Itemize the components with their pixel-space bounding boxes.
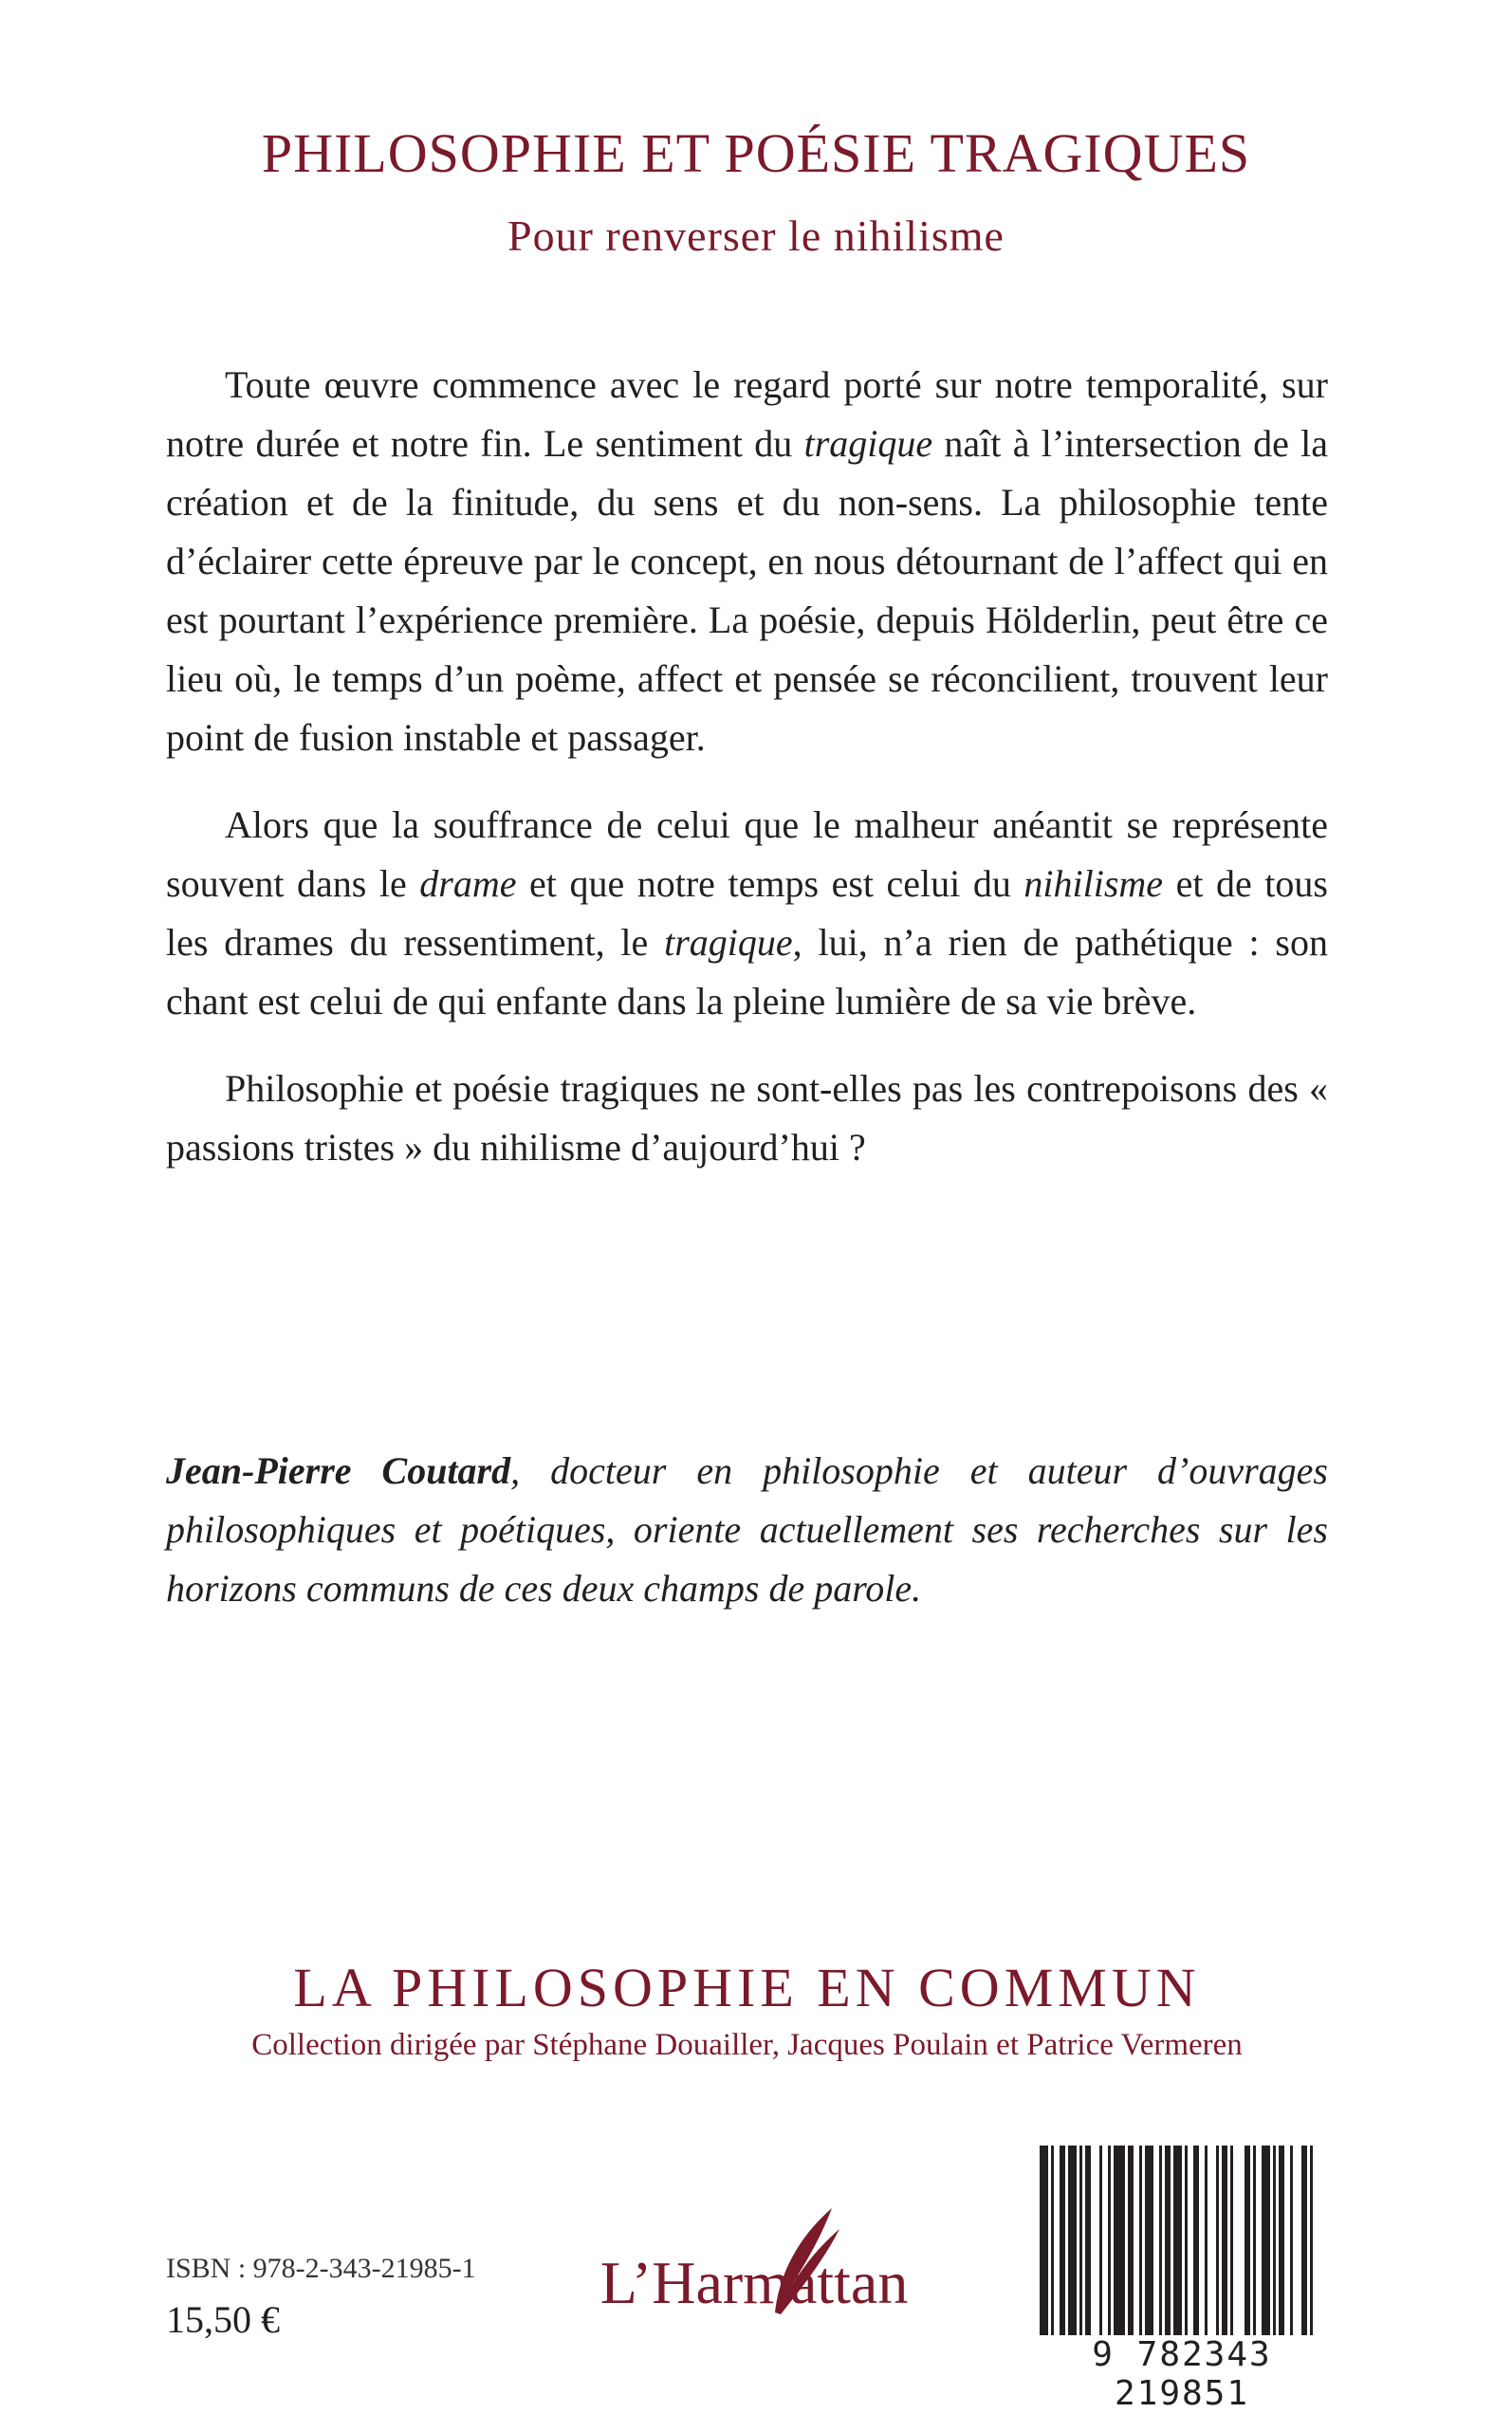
barcode-bar (1185, 2146, 1188, 2335)
barcode-bar (1205, 2146, 1208, 2335)
barcode-bar (1085, 2146, 1091, 2335)
price: 15,50 € (166, 2298, 280, 2341)
barcode-bar (1139, 2146, 1142, 2335)
barcode-bar (1273, 2146, 1276, 2335)
barcode-bar (1165, 2146, 1171, 2335)
barcode-bar (1310, 2146, 1313, 2335)
author-bio: Jean-Pierre Coutard, docteur en philosophie et auteur d’ouvrages philosophiques et poétiques, oriente actuellement ses recherches sur les horizons communs de ces deux champs de parole. (166, 1449, 1328, 1610)
barcode-bar (1108, 2146, 1111, 2335)
barcode-bar (1301, 2146, 1307, 2335)
collection-directors: Collection dirigée par Stéphane Douailler, Jacques Poulain et Patrice Vermeren (251, 2028, 1243, 2062)
barcode-bar (1216, 2146, 1219, 2335)
barcode-bar (1060, 2146, 1065, 2335)
barcode-bar (1245, 2146, 1250, 2335)
barcode-bar (1040, 2146, 1048, 2335)
barcode-bar (1262, 2146, 1270, 2335)
publisher-name: L’Harmattan (599, 2249, 909, 2316)
book-subtitle: Pour renverser le nihilisme (507, 212, 1005, 260)
barcode-bar (1128, 2146, 1134, 2335)
barcode-bar (1099, 2146, 1102, 2335)
blurb-paragraph-3: Philosophie et poésie tragiques ne sont-elles pas les contrepoisons des « passions tristes » du nihilisme d’aujourd’hui ? (166, 1067, 1328, 1169)
barcode-bar (1068, 2146, 1077, 2335)
barcode-bar (1114, 2146, 1125, 2335)
back-cover-blurb (166, 356, 1328, 1206)
barcode-bar (1159, 2146, 1162, 2335)
collection-name: LA PHILOSOPHIE EN COMMUN (293, 1957, 1201, 2018)
barcode (1034, 2146, 1330, 2413)
barcode-bar (1145, 2146, 1153, 2335)
barcode-digits: 9 782343 219851 (1092, 2335, 1272, 2413)
isbn: ISBN : 978-2-343-21985-1 (166, 2253, 476, 2284)
barcode-bar (1230, 2146, 1233, 2335)
barcode-bar (1193, 2146, 1199, 2335)
barcode-bar (1173, 2146, 1182, 2335)
blurb-paragraph-2: Alors que la souffrance de celui que le malheur anéantit se représente souvent dans le drame et que notre temps est celui du nihilisme et de tous les drames du ressentiment, le tragique, lui, n’a rien de pathétique : son chant est celui de qui enfante dans la pleine lumière de sa vie brève. (166, 803, 1328, 1022)
barcode-bars (1034, 2146, 1330, 2335)
barcode-bar (1051, 2146, 1054, 2335)
blurb-paragraph-1: Toute œuvre commence avec le regard porté sur notre temporalité, sur notre durée et notre fin. Le sentiment du tragique naît à l’intersection de la création et de la finitude, du sens et du non-sens. La philosophie tente d’éclairer cette épreuve par le concept, en nous détournant de l’affect qui en est pourtant l’expérience première. La poésie, depuis Hölderlin, peut être ce lieu où, le temps d’un poème, affect et pensée se réconcilient, trouvent leur point de fusion instable et passager. (166, 363, 1329, 759)
barcode-bar (1222, 2146, 1227, 2335)
publisher-logo (555, 2201, 953, 2324)
book-title: PHILOSOPHIE ET POÉSIE TRAGIQUES (261, 122, 1251, 184)
author-name: Jean-Pierre Coutard (166, 1449, 511, 1492)
barcode-bar (1079, 2146, 1082, 2335)
barcode-bar (1279, 2146, 1284, 2335)
barcode-bar (1253, 2146, 1256, 2335)
barcode-bar (1290, 2146, 1293, 2335)
